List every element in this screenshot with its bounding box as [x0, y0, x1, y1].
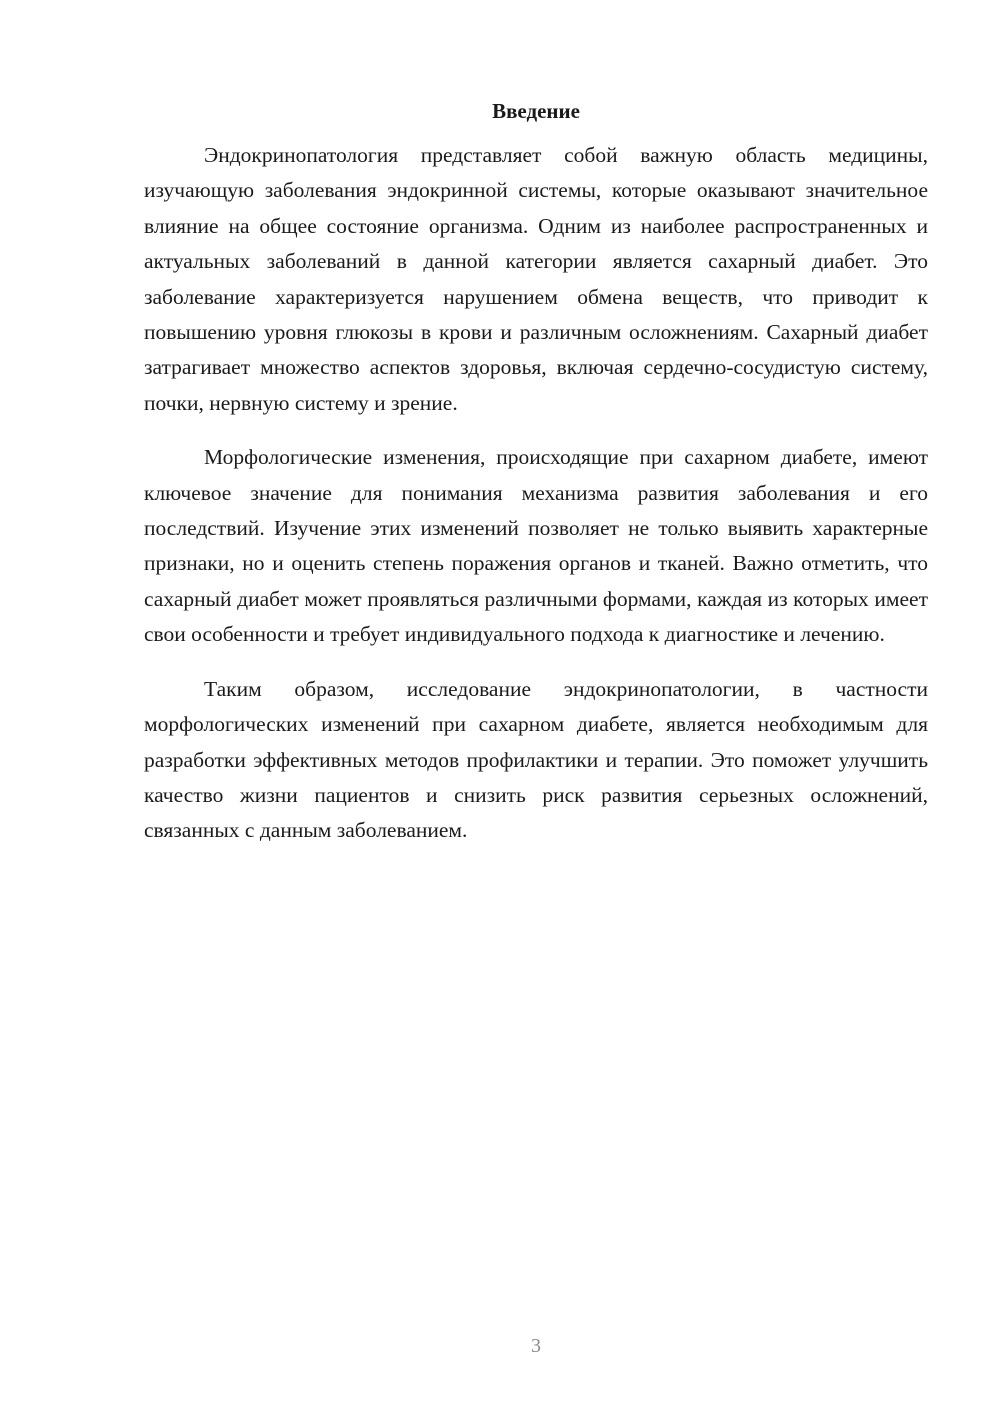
section-title: Введение [492, 99, 580, 123]
page-number: 3 [531, 1335, 541, 1357]
paragraph-morphology: Морфологические изменения, происходящие при сахарном диабете, имеют ключевое значение для понимания механизма развития заболевания и его последствий. Изучение этих изменений позволяет не только выявить характерные признаки, но и оценить степень поражения органов и тканей. Важно отметить, что сахарный диабет может проявляться различными формами, каждая из которых имеет свои особенности и требует индивидуального подхода к диагностике и лечению. [144, 445, 928, 647]
page-content [144, 96, 928, 868]
paragraph-conclusion: Таким образом, исследование эндокринопатологии, в частности морфологических изменений при сахарном диабете, является необходимым для разработки эффективных методов профилактики и терапии. Это поможет улучшить качество жизни пациентов и снизить риск развития серьезных осложнений, связанных с данным заболеванием. [144, 676, 928, 843]
paragraph-intro: Эндокринопатология представляет собой важную область медицины, изучающую заболевания эндокринной системы, которые оказывают значительное влияние на общее состояние организма. Одним из наиболее распространенных и актуальных заболеваний в данной категории является сахарный диабет. Это заболевание характеризуется нарушением обмена веществ, что приводит к повышению уровня глюкозы в крови и различным осложнениям. Сахарный диабет затрагивает множество аспектов здоровья, включая сердечно-сосудистую систему, почки, нервную систему и зрение. [144, 143, 928, 415]
